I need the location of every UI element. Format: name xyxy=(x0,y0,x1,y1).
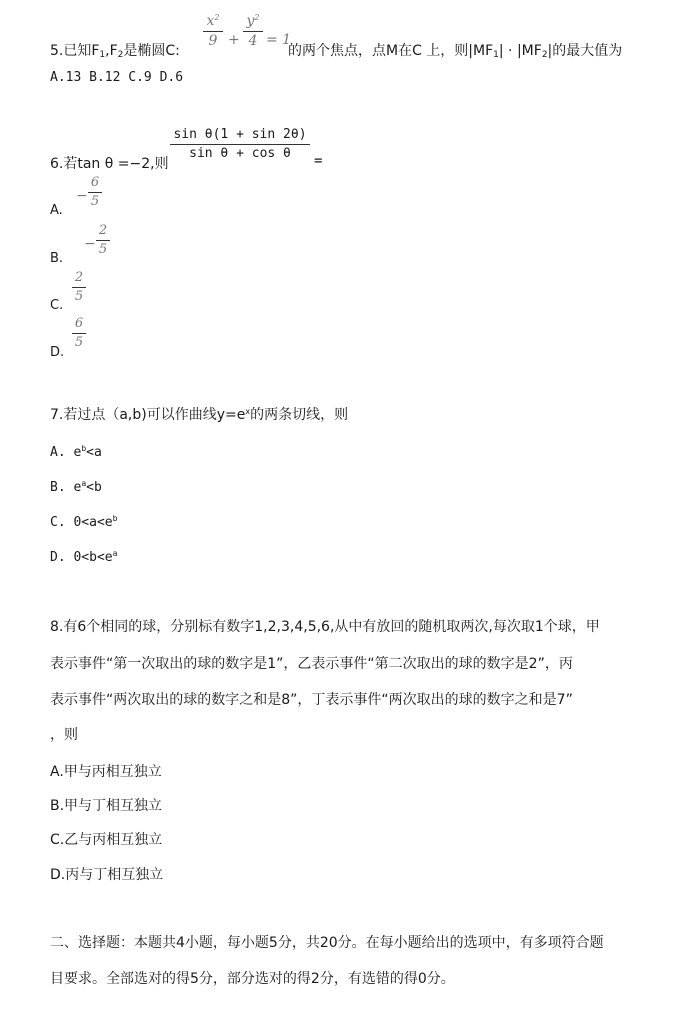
q5-text-d: 的两个焦点，点M在C 上，则|MF xyxy=(288,43,494,59)
q5-sub-1: 1 xyxy=(99,50,106,60)
q5-sub-3: 1 xyxy=(493,50,499,60)
q5-equals: = 1 xyxy=(266,32,292,48)
q6-opt-d-fraction xyxy=(72,317,86,351)
q6-opt-b-label: B. xyxy=(50,251,64,266)
q5-text-e: | · |MF xyxy=(498,43,542,59)
q5-frac1-num: x xyxy=(206,13,215,29)
q5-fraction-x xyxy=(203,14,223,50)
q5-sub-4: 2 xyxy=(541,50,548,60)
q6-opt-d-num: 6 xyxy=(74,316,84,331)
q6-frac-den: sin θ + cos θ xyxy=(189,146,291,162)
q8-line-1: 8.有6个相同的球，分别标有数字1,2,3,4,5,6,从中有放回的随机取两次,每次取1个球，甲 xyxy=(50,619,600,635)
q6-stem: 6.若tan θ =−2,则 xyxy=(50,156,169,172)
q5-stem-end xyxy=(288,40,622,60)
q8-opt-b: B.甲与丁相互独立 xyxy=(50,798,163,814)
q6-fraction xyxy=(170,128,310,162)
q5-text-b: ,F xyxy=(105,43,118,59)
q6-opt-b-num: 2 xyxy=(98,223,108,238)
q8-opt-a: A.甲与丙相互独立 xyxy=(50,764,162,780)
q5-stem-start xyxy=(50,40,180,60)
q5-frac1-den: 9 xyxy=(208,33,218,50)
q7-opt-c xyxy=(50,514,117,530)
q7-opt-d-text: D. 0<b<e xyxy=(50,550,113,565)
q7-opt-a-sup: b xyxy=(81,444,87,453)
section2-line-2: 目要求。全部选对的得5分，部分选对的得2分，有选错的得0分。 xyxy=(50,971,455,987)
q7-opt-d-sup: a xyxy=(112,549,118,558)
q8-opt-c: C.乙与丙相互独立 xyxy=(50,832,163,848)
q5-plus: + xyxy=(228,32,240,48)
q7-opt-c-text: C. 0<a<e xyxy=(50,515,113,530)
q7-opt-a-text: A. e xyxy=(50,445,82,460)
q7-opt-b xyxy=(50,479,102,495)
q5-text-f: |的最大值为 xyxy=(547,43,623,59)
q6-opt-a-den: 5 xyxy=(90,194,100,210)
q6-opt-c-den: 5 xyxy=(74,289,84,305)
q5-text-a: 5.已知F xyxy=(50,43,100,59)
q6-opt-b-den: 5 xyxy=(98,242,108,258)
q7-stem-text: 7.若过点（a,b)可以作曲线y=e xyxy=(50,407,246,423)
q5-fraction-y xyxy=(243,14,263,50)
q7-stem xyxy=(50,404,348,424)
q6-equals: = xyxy=(314,153,323,169)
q5-text-c: 是椭圆C: xyxy=(123,43,180,59)
q7-opt-a xyxy=(50,444,102,460)
q6-frac-num: sin θ(1 + sin 2θ) xyxy=(173,127,307,142)
q6-opt-c-fraction xyxy=(72,271,86,305)
q7-stem-sup: x xyxy=(245,407,251,416)
section2-line-1: 二、选择题：本题共4小题，每小题5分，共20分。在每小题给出的选项中，有多项符合题 xyxy=(50,935,604,951)
q5-frac1-sup: 2 xyxy=(214,13,220,22)
q7-opt-b-end: <b xyxy=(86,480,102,495)
q6-opt-b-sign: − xyxy=(84,236,96,252)
q7-opt-b-text: B. e xyxy=(50,480,82,495)
q6-opt-a-sign: − xyxy=(76,188,88,204)
q6-opt-b-fraction xyxy=(96,224,110,258)
q6-opt-a-label: A. xyxy=(50,203,63,218)
q7-opt-b-sup: a xyxy=(81,479,87,488)
q6-opt-d-den: 5 xyxy=(74,335,84,351)
q6-opt-a-fraction xyxy=(88,176,102,210)
q8-opt-d: D.丙与丁相互独立 xyxy=(50,867,164,883)
q7-opt-c-sup: b xyxy=(112,514,118,523)
q5-frac2-sup: 2 xyxy=(254,13,260,22)
q6-opt-c-num: 2 xyxy=(74,270,84,285)
q6-opt-c-label: C. xyxy=(50,298,64,313)
q5-options: A.13 B.12 C.9 D.6 xyxy=(50,70,184,85)
q5-frac2-den: 4 xyxy=(248,33,258,50)
q8-line-2: 表示事件“第一次取出的球的数字是1”，乙表示事件“第二次取出的球的数字是2”，丙 xyxy=(50,656,573,672)
q6-opt-a-num: 6 xyxy=(90,175,100,190)
q5-frac2-num: y xyxy=(246,13,255,29)
q8-line-4: ，则 xyxy=(50,727,78,743)
q5-sub-2: 2 xyxy=(117,50,124,60)
q8-line-3: 表示事件“两次取出的球的数字之和是8”，丁表示事件“两次取出的球的数字之和是7” xyxy=(50,692,573,708)
q6-opt-d-label: D. xyxy=(50,345,65,360)
q7-opt-a-end: <a xyxy=(86,445,102,460)
q7-stem-end: 的两条切线，则 xyxy=(250,407,349,423)
q7-opt-d xyxy=(50,549,117,565)
